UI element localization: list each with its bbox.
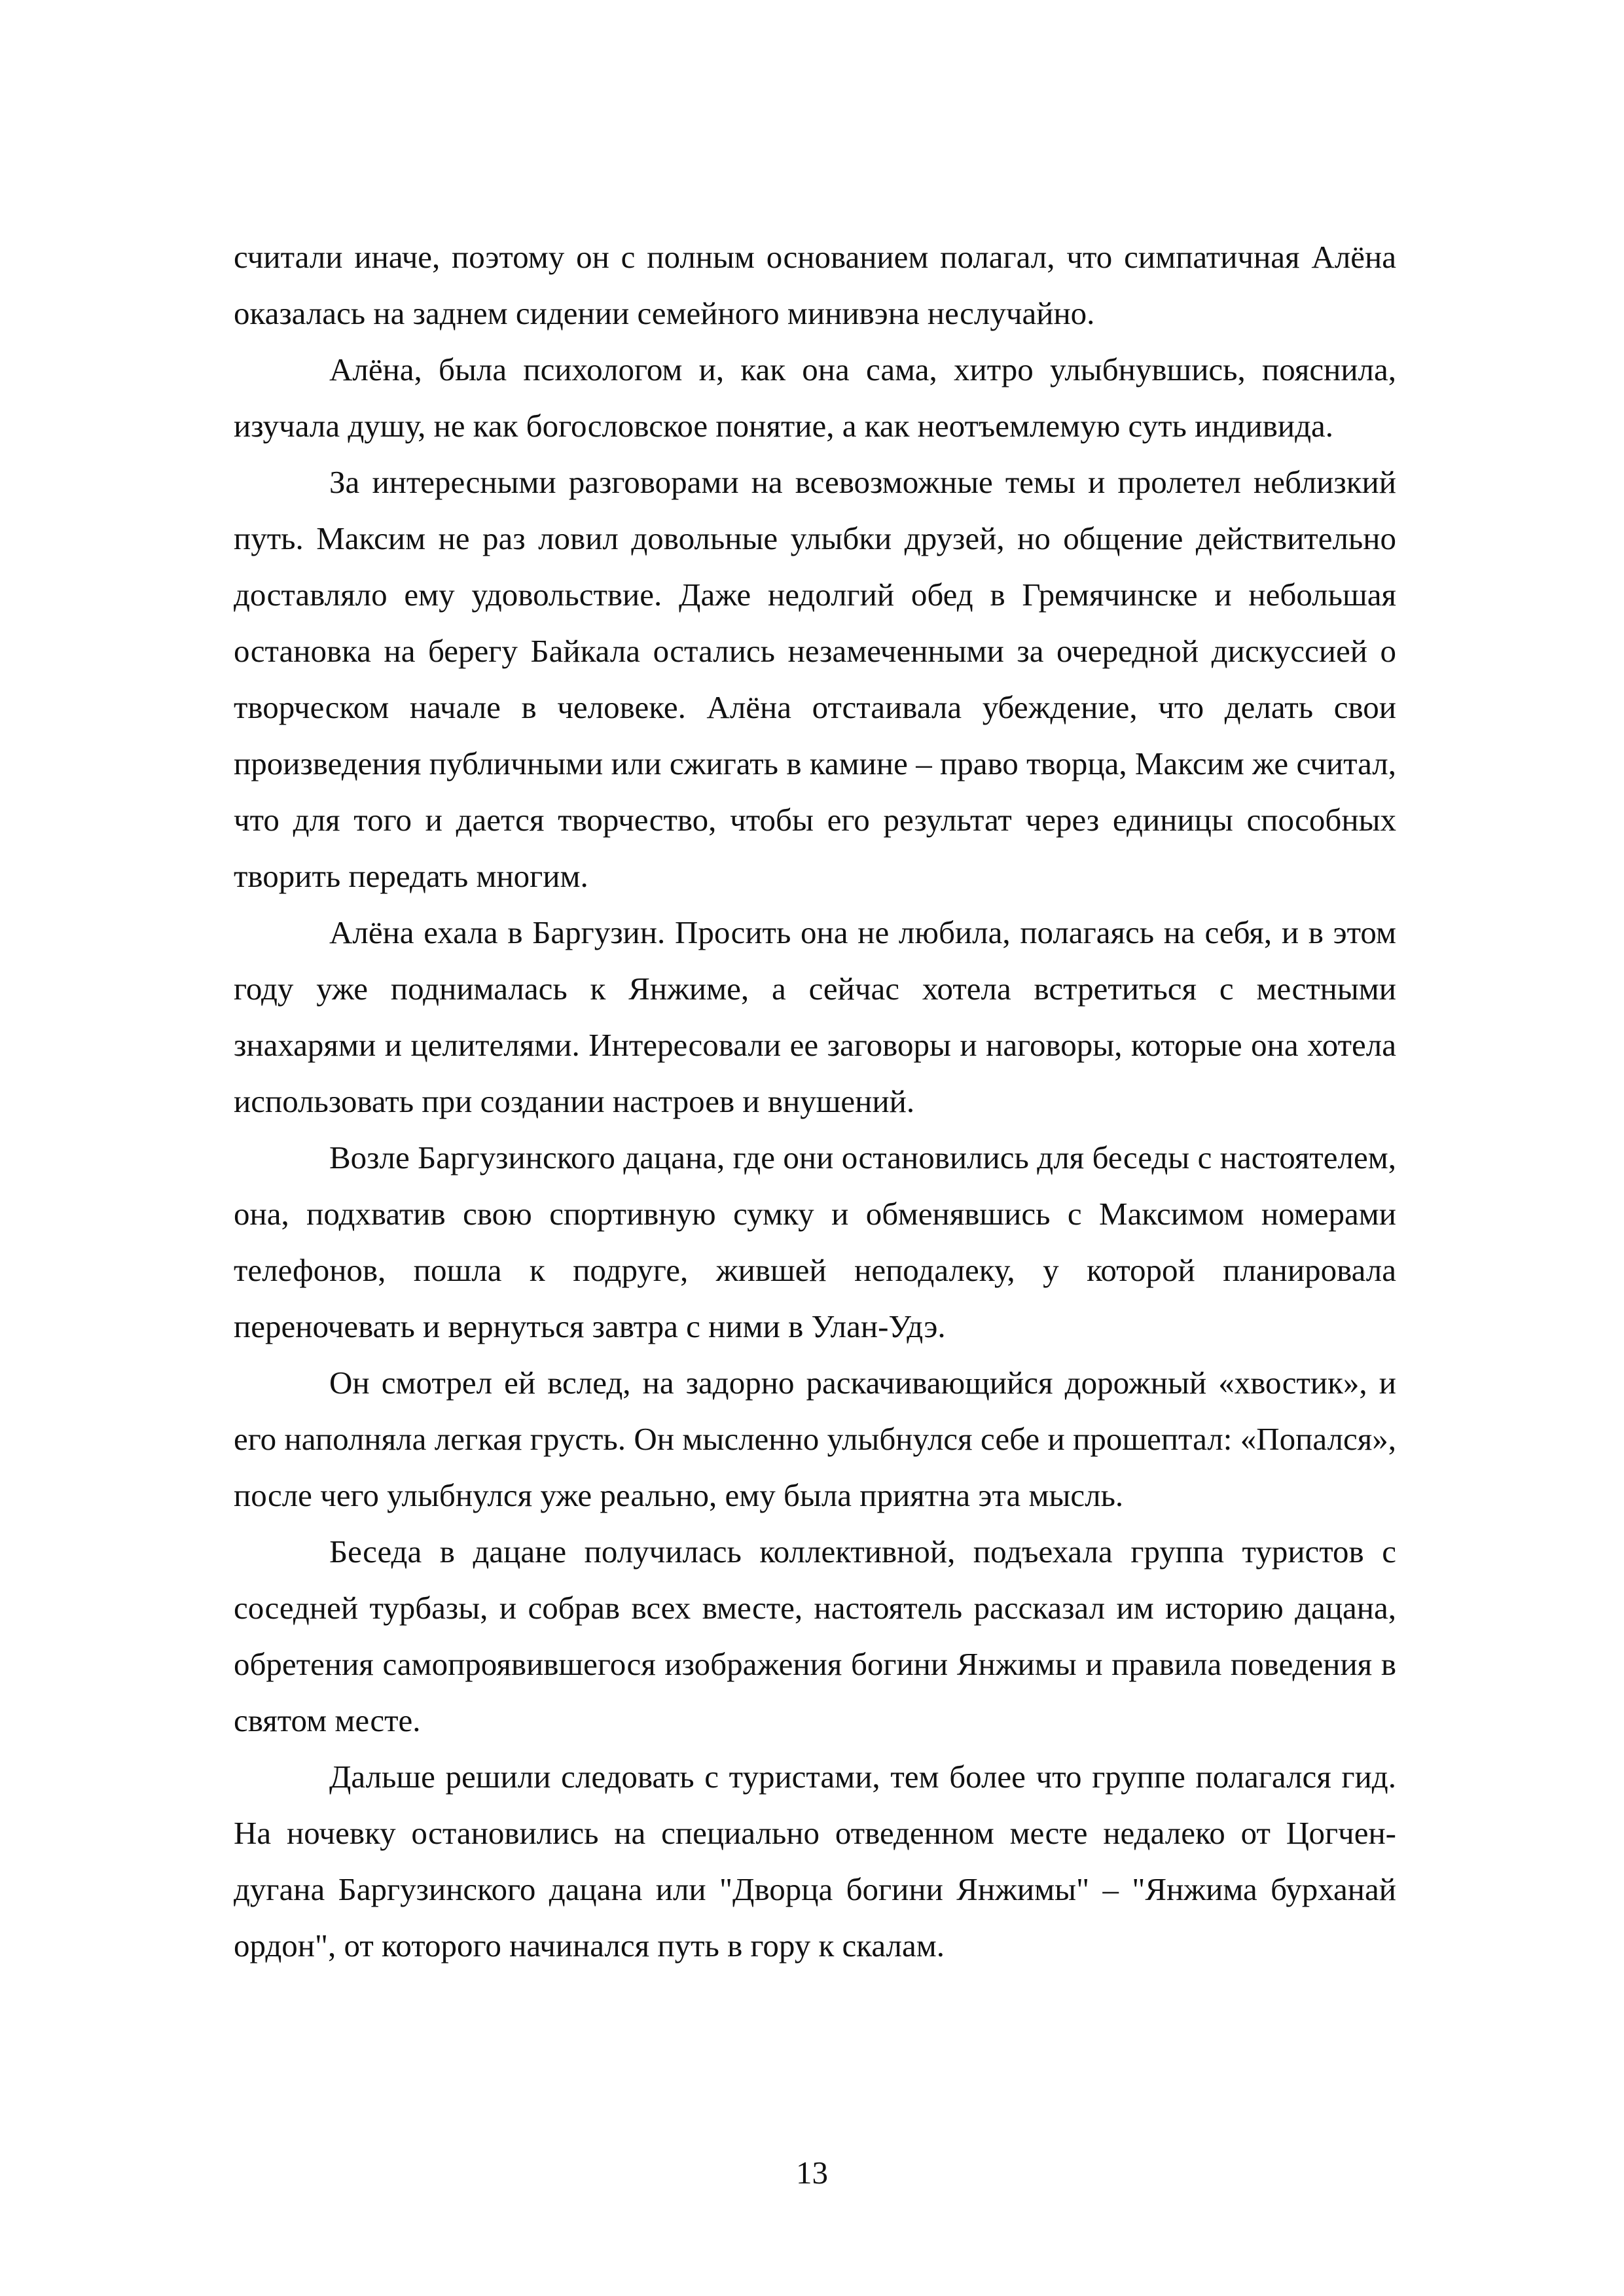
- paragraph-continuation: считали иначе, поэтому он с полным основанием полагал, что симпатичная Алёна оказалась на заднем сидении семейного минивэна неслучайно.: [234, 239, 1396, 331]
- page-number: 13: [796, 2155, 828, 2191]
- paragraph: Беседа в дацане получилась коллективной, подъехала группа туристов с соседней турбазы, и собрав всех вместе, настоятель рассказал им историю дацана, обретения самопроявившегося изображения богини Янжимы и правила поведения в святом месте.: [234, 1534, 1396, 1738]
- body-text: [234, 229, 1396, 1974]
- paragraph: Он смотрел ей вслед, на задорно раскачивающийся дорожный «хвостик», и его наполняла легкая грусть. Он мысленно улыбнулся себе и прошептал: «Попался», после чего улыбнулся уже реально, ему была приятна эта мысль.: [234, 1365, 1396, 1513]
- paragraph: Алёна, была психологом и, как она сама, хитро улыбнувшись, пояснила, изучала душу, не как богословское понятие, а как неотъемлемую суть индивида.: [234, 351, 1396, 444]
- paragraph: За интересными разговорами на всевозможные темы и пролетел неблизкий путь. Максим не раз ловил довольные улыбки друзей, но общение действительно доставляло ему удовольствие. Даже недолгий обед в Гремячинске и небольшая остановка на берегу Байкала остались незамеченными за очередной дискуссией о творческом начале в человеке. Алёна отстаивала убеждение, что делать свои произведения публичными или сжигать в камине – право творца, Максим же считал, что для того и дается творчество, чтобы его результат через единицы способных творить передать многим.: [234, 464, 1396, 894]
- paragraph: Возле Баргузинского дацана, где они остановились для беседы с настоятелем, она, подхватив свою спортивную сумку и обменявшись с Максимом номерами телефонов, пошла к подруге, жившей неподалеку, у которой планировала переночевать и вернуться завтра с ними в Улан-Удэ.: [234, 1139, 1396, 1344]
- paragraph: Алёна ехала в Баргузин. Просить она не любила, полагаясь на себя, и в этом году уже поднималась к Янжиме, а сейчас хотела встретиться с местными знахарями и целителями. Интересовали ее заговоры и наговоры, которые она хотела использовать при создании настроев и внушений.: [234, 914, 1396, 1119]
- paragraph: Дальше решили следовать с туристами, тем более что группе полагался гид. На ночевку остановились на специально отведенном месте недалеко от Цогчен-дугана Баргузинского дацана или "Дворца богини Янжимы" – "Янжима бурханай ордон", от которого начинался путь в гору к скалам.: [234, 1759, 1396, 1964]
